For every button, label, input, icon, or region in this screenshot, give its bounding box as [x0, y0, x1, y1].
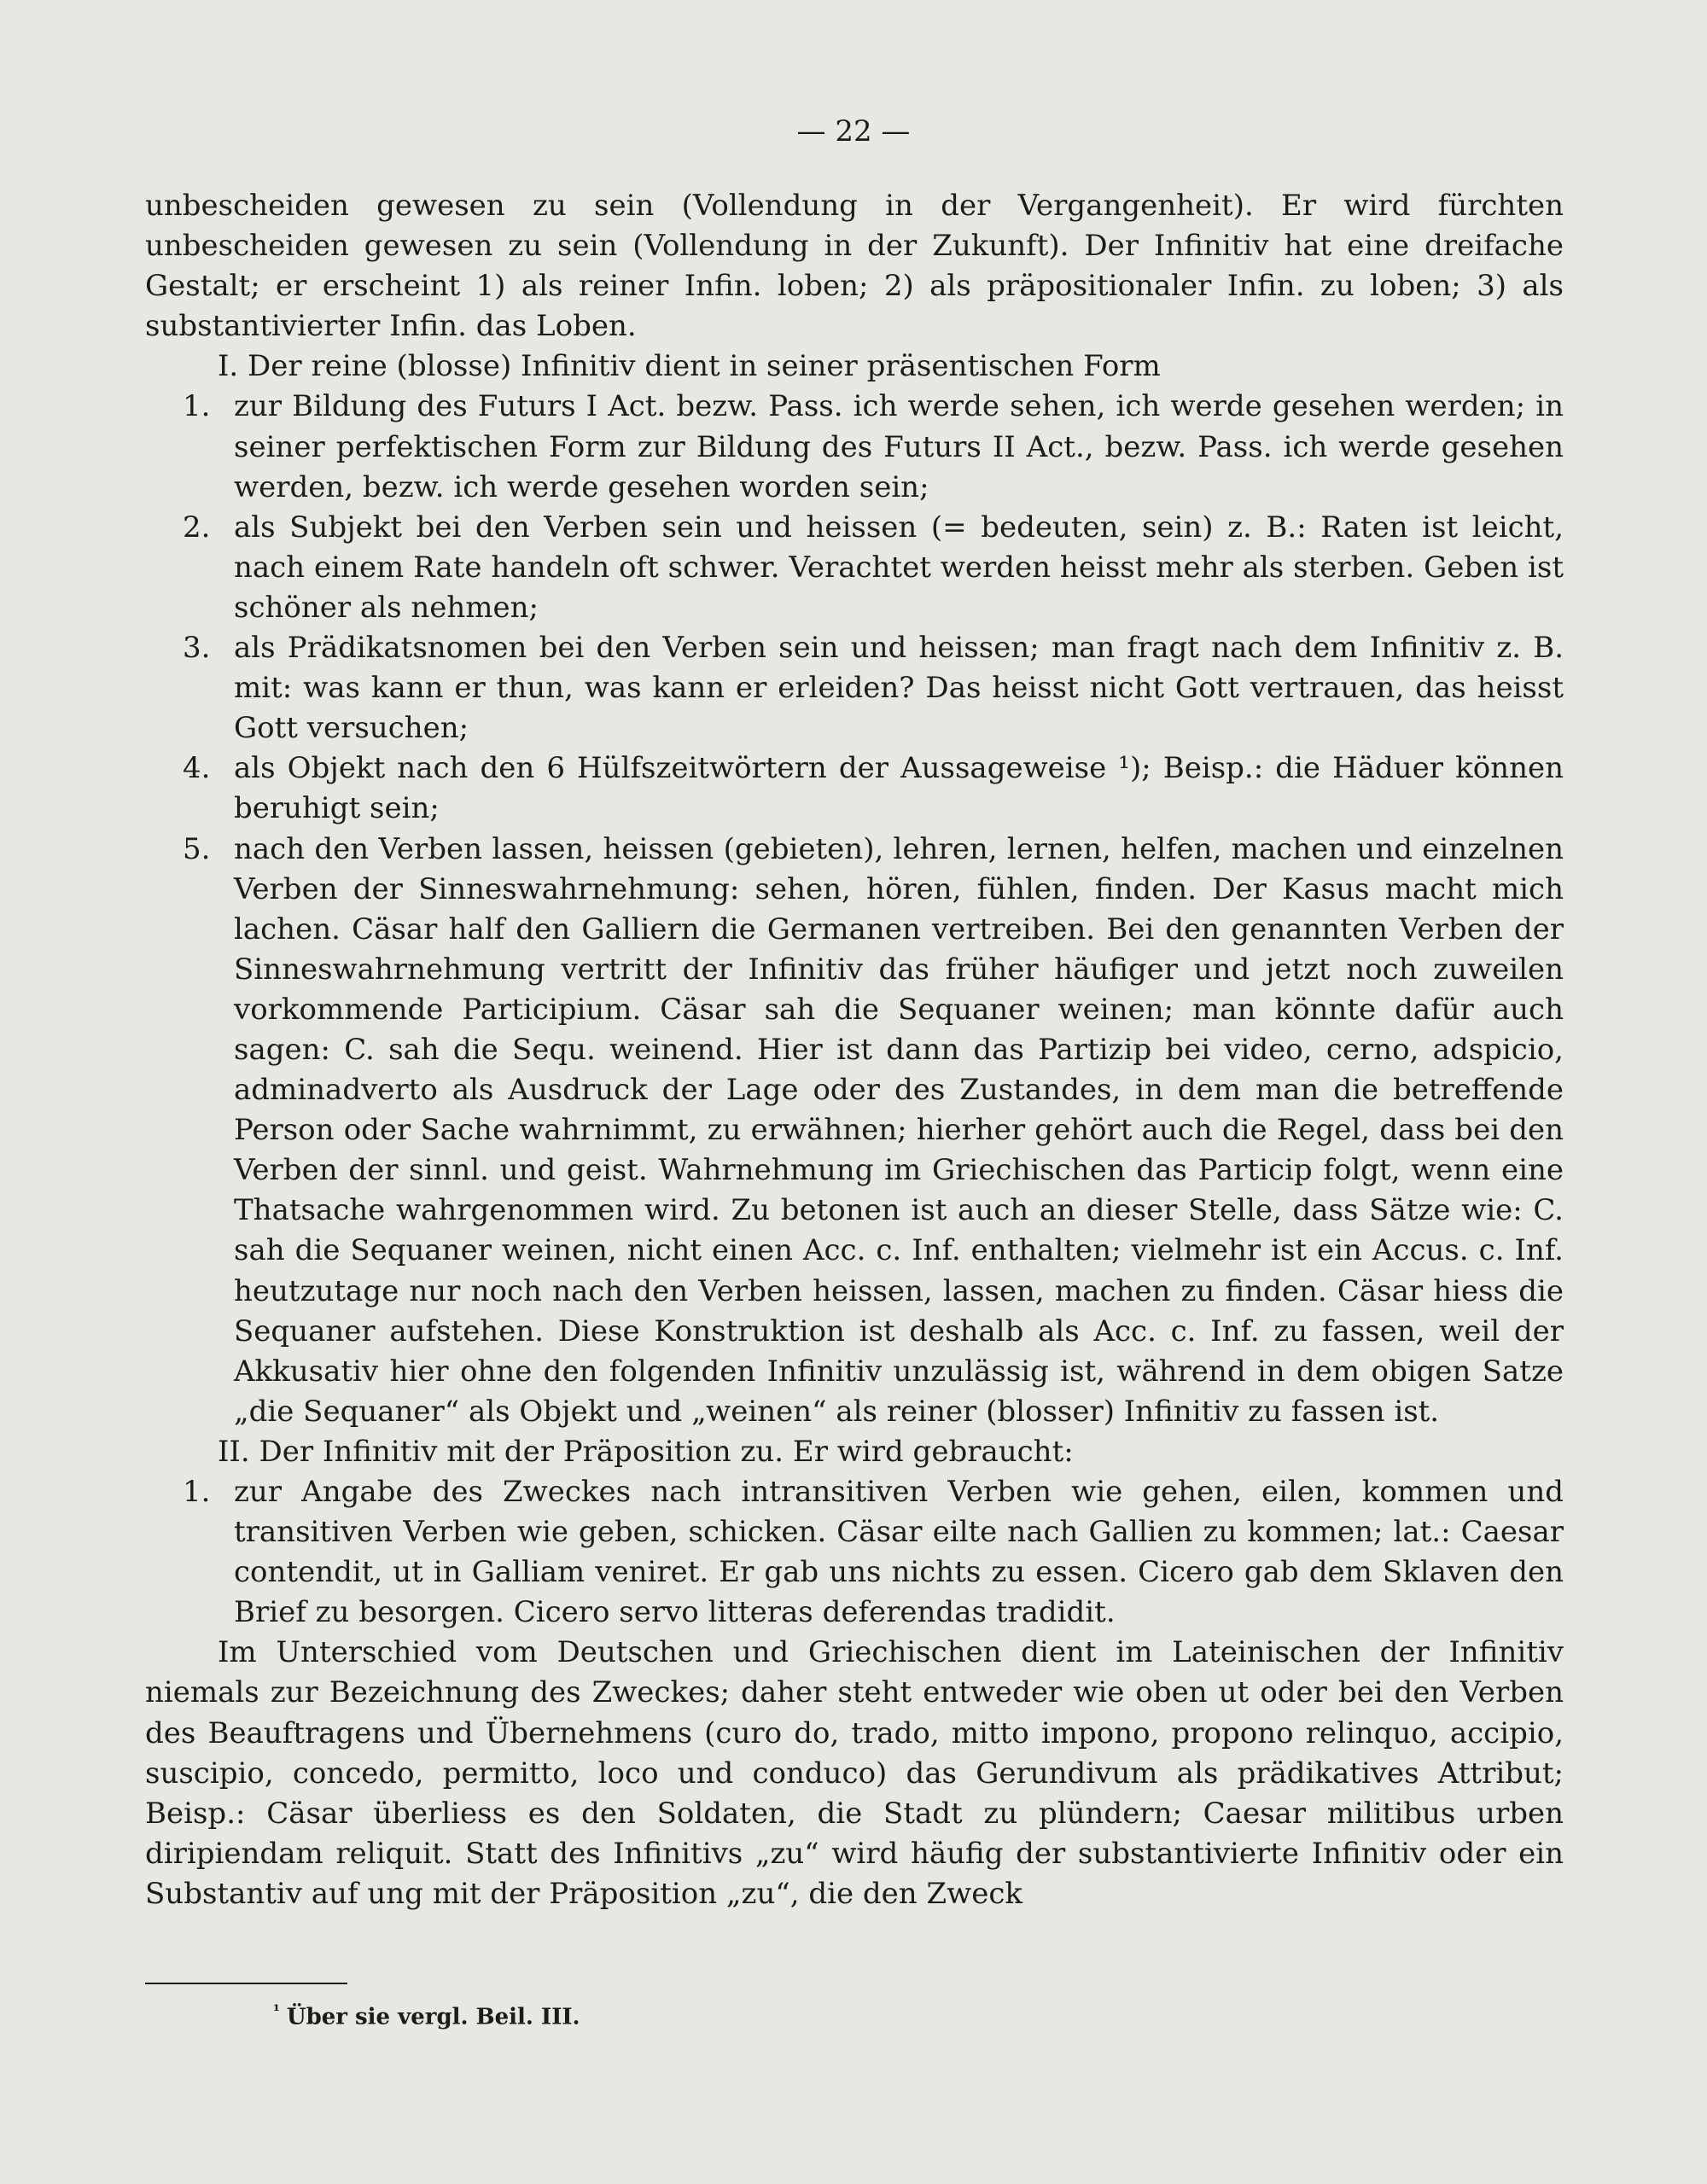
list-item-4 — [145, 748, 1564, 829]
list-number: 1. — [183, 389, 211, 424]
list-number: 2. — [183, 510, 211, 545]
paragraph-intro: unbescheiden gewesen zu sein (Vollendung in der Vergangenheit). Er wird fürchten unbescheiden gewesen zu sein (Vollendung in der Zukunft). Der Infinitiv hat eine dreifache Gestalt; er erscheint 1) als reiner Infin. loben; 2) als präpositionaler Infin. zu loben; 3) als substantivierter Infin. das Loben. — [145, 189, 1564, 344]
list-item-5 — [145, 830, 1564, 1432]
list-number: 3. — [183, 631, 211, 666]
section-heading-ii: II. Der Infinitiv mit der Präposition zu. Er wird gebraucht: — [218, 1434, 1074, 1469]
paragraph-zweck: Im Unterschied vom Deutschen und Griechischen dient im Lateinischen der Infinitiv niemals zur Bezeichnung des Zweckes; daher steht entweder wie oben ut oder bei den Verben des Beauftragens und Übernehmens (curo do, trado, mitto impono, propono relinquo, accipio, suscipio, concedo, permitto, loco und conduco) das Gerundivum als prädikatives Attribut; Beisp.: Cäsar überliess es den Soldaten, die Stadt zu plündern; Caesar militibus urben diripiendam reliquit. Statt des Infinitivs „zu“ wird häufig der substantivierte Infinitiv oder ein Substantiv auf ung mit der Präposition „zu“, die den Zweck — [145, 1635, 1564, 1911]
list-item-ii-1 — [145, 1472, 1564, 1633]
page-number: — 22 — — [796, 114, 911, 149]
list-number: 1. — [183, 1475, 211, 1509]
list-item-2 — [145, 508, 1564, 628]
list-item-text: als Objekt nach den 6 Hülfszeitwörtern der Aussageweise ¹); Beisp.: die Häduer können beruhigt sein; — [234, 751, 1564, 826]
list-item-text: zur Bildung des Futurs I Act. bezw. Pass. ich werde sehen, ich werde gesehen werden; in seiner perfektischen Form zur Bildung des Futurs II Act., bezw. Pass. ich werde gesehen werden, bezw. ich werde gesehen worden sein; — [234, 389, 1564, 504]
footnote-mark: ¹ — [273, 2002, 280, 2020]
list-number: 4. — [183, 751, 211, 786]
list-number: 5. — [183, 831, 211, 866]
section-heading-i: I. Der reine (blosse) Infinitiv dient in seiner präsentischen Form — [218, 349, 1161, 384]
list-item-text: als Prädikatsnomen bei den Verben sein und heissen; man fragt nach dem Infinitiv z. B. mit: was kann er thun, was kann er erleiden? Das heisst nicht Gott vertrauen, das heisst Gott versuchen; — [234, 631, 1564, 746]
list-item-1 — [145, 387, 1564, 507]
list-item-3 — [145, 628, 1564, 748]
list-item-text: als Subjekt bei den Verben sein und heissen (= bedeuten, sein) z. B.: Raten ist leicht, nach einem Rate handeln oft schwer. Verachtet werden heisst mehr als sterben. Geben ist schöner als nehmen; — [234, 510, 1564, 625]
footnote — [273, 2002, 580, 2030]
body-text — [145, 186, 1564, 1914]
list-item-text: nach den Verben lassen, heissen (gebieten), lehren, lernen, helfen, machen und einzelnen Verben der Sinneswahrnehmung: sehen, hören, fühlen, finden. Der Kasus macht mich lachen. Cäsar half den Galliern die Germanen vertreiben. Bei den genannten Verben der Sinneswahrnehmung vertritt der Infinitiv das früher häufiger und jetzt noch zuweilen vorkommende Participium. Cäsar sah die Sequaner weinen; man könnte dafür auch sagen: C. sah die Sequ. weinend. Hier ist dann das Partizip bei video, cerno, adspicio, adminadverto als Ausdruck der Lage oder des Zustandes, in dem man die betreffende Person oder Sache wahrnimmt, zu erwähnen; hierher gehört auch die Regel, dass bei den Verben der sinnl. und geist. Wahrnehmung im Griechischen das Particip folgt, wenn eine Thatsache wahrgenommen wird. Zu betonen ist auch an dieser Stelle, dass Sätze wie: C. sah die Sequaner weinen, nicht einen Acc. c. Inf. enthalten; vielmehr ist ein Accus. c. Inf. heutzutage nur noch nach den Verben heissen, lassen, machen zu finden. Cäsar hiess die Sequaner aufstehen. Diese Konstruktion ist deshalb als Acc. c. Inf. zu fassen, weil der Akkusativ hier ohne den folgenden Infinitiv unzulässig ist, während in dem obigen Satze „die Sequaner“ als Objekt und „weinen“ als reiner (blosser) Infinitiv zu fassen ist. — [234, 831, 1564, 1429]
footnote-rule — [145, 1983, 347, 1984]
footnote-text: Über sie vergl. Beil. III. — [286, 2004, 580, 2030]
list-item-text: zur Angabe des Zweckes nach intransitiven Verben wie gehen, eilen, kommen und transitiven Verben wie geben, schicken. Cäsar eilte nach Gallien zu kommen; lat.: Caesar contendit, ut in Galliam veniret. Er gab uns nichts zu essen. Cicero gab dem Sklaven den Brief zu besorgen. Cicero servo litteras deferendas tradidit. — [234, 1475, 1564, 1630]
